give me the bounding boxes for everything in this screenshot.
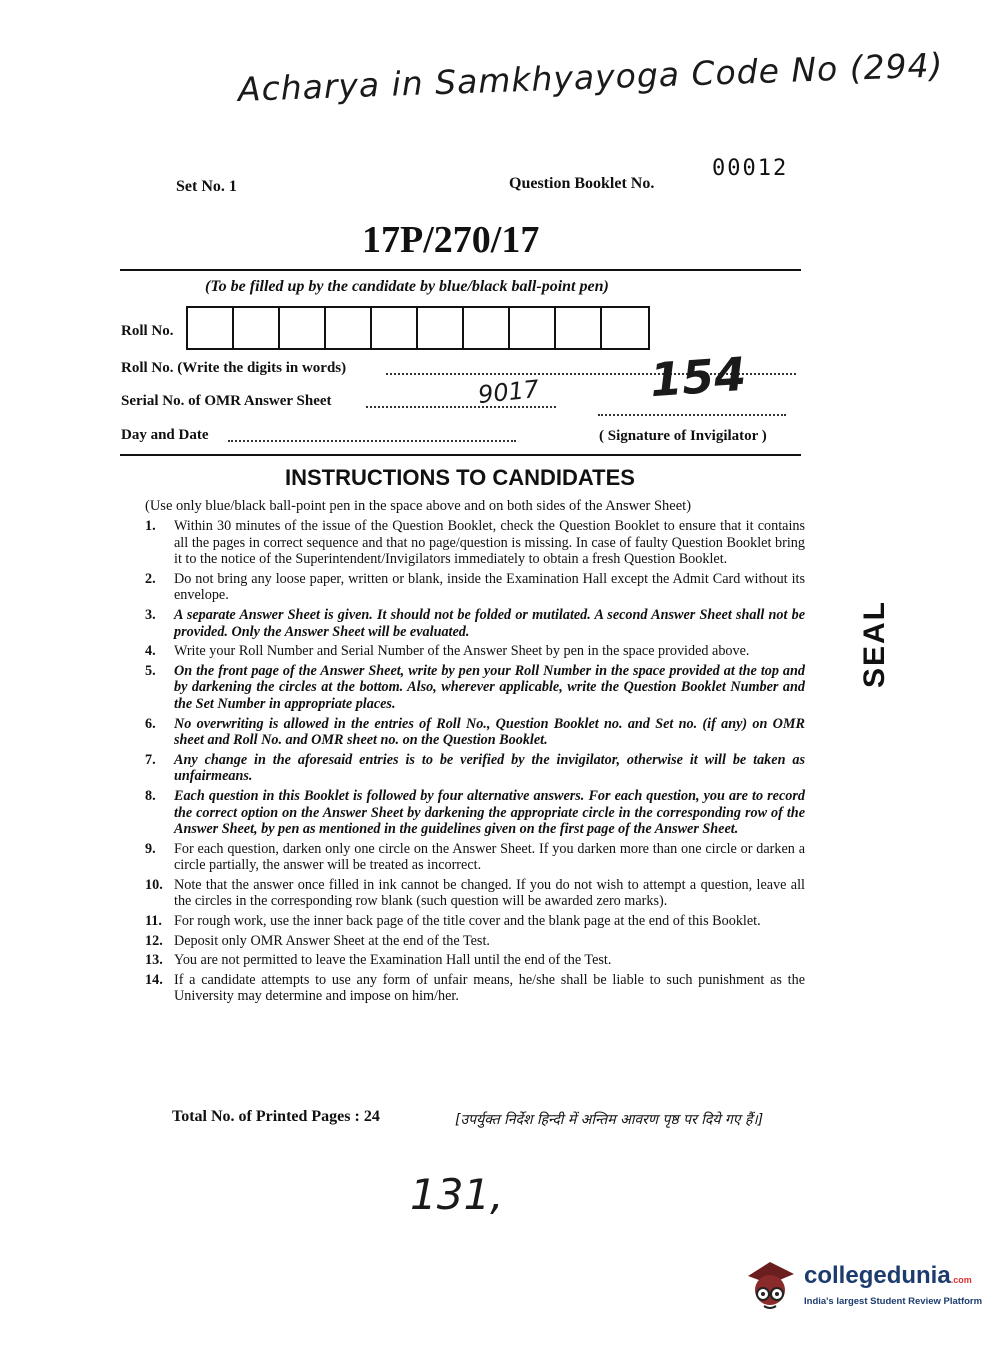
instructions-list [145, 518, 805, 1008]
roll-number-boxes[interactable] [186, 306, 650, 350]
instruction-item [145, 663, 805, 713]
hindi-note: [उपर्युक्त निर्देश हिन्दी में अन्तिम आवरण पृष्ठ पर दिये गए हैं।] [455, 1112, 764, 1128]
instruction-item [145, 716, 805, 749]
instruction-number: 5. [145, 662, 156, 679]
instruction-text: Within 30 minutes of the issue of the Question Booklet, check the Question Booklet to ensure that it contains all the pages in correct sequence and that no page/question is missing. In case of faulty Question Booklet bring it to the notice of the Superintendent/Invigilators immediately to obtain a fresh Question Booklet. [174, 518, 805, 568]
question-booklet-number: 00012 [712, 156, 789, 181]
signature-label: ( Signature of Invigilator ) [599, 428, 767, 444]
instruction-text: Deposit only OMR Answer Sheet at the end of the Test. [174, 932, 490, 949]
instructions-intro: (Use only blue/black ball-point pen in the space above and on both sides of the Answer Sheet) [145, 498, 692, 514]
roll-digit-box[interactable] [280, 308, 326, 348]
roll-digit-box[interactable] [372, 308, 418, 348]
instructions-title: INSTRUCTIONS TO CANDIDATES [285, 465, 635, 490]
top-divider [120, 269, 801, 271]
instruction-item [145, 972, 805, 1005]
omr-serial-label: Serial No. of OMR Answer Sheet [121, 393, 332, 409]
instruction-text: Each question in this Booklet is followed by four alternative answers. For each question, you are to record the correct option on the Answer Sheet by darkening the appropriate circle in the corresponding row of the Answer Sheet, by pen as mentioned in the guidelines given on the first page of the Answer Sheet. [174, 787, 805, 838]
signature-line[interactable] [598, 414, 786, 416]
logo-tagline: India's largest Student Review Platform [804, 1296, 983, 1307]
instruction-item [145, 788, 805, 838]
collegedunia-logo-text [804, 1262, 972, 1290]
omr-serial-line[interactable] [366, 406, 556, 408]
fill-instruction: (To be filled up by the candidate by blue/black ball-point pen) [205, 278, 609, 295]
handwritten-title: Acharya in Samkhyayoga Code No (294) [237, 45, 945, 109]
day-date-label: Day and Date [121, 427, 209, 443]
instruction-text: Note that the answer once filled in ink cannot be changed. If you do not wish to attempt a question, leave all the circles in the corresponding row blank (such question will be awarded zero marks). [174, 876, 805, 910]
roll-digit-box[interactable] [234, 308, 280, 348]
seal-label: SEAL [858, 599, 891, 688]
instruction-text: On the front page of the Answer Sheet, write by pen your Roll Number in the space provided at the top and by darkening the circles at the bottom. Also, wherever applicable, write the Question Booklet Number and the Set Number in appropriate places. [174, 662, 805, 712]
roll-digit-box[interactable] [464, 308, 510, 348]
instruction-text: For each question, darken only one circle on the Answer Sheet. If you darken more than one circle or darken a circle partially, the answer will be treated as incorrect. [174, 840, 805, 874]
instruction-number: 3. [145, 606, 156, 623]
question-booklet-label: Question Booklet No. [509, 175, 655, 192]
instruction-number: 6. [145, 715, 156, 732]
instruction-text: No overwriting is allowed in the entries of Roll No., Question Booklet no. and Set no. (if any) on OMR sheet and Roll No. and OMR sheet no. on the Question Booklet. [174, 715, 805, 749]
handwritten-serial: 9017 [476, 374, 541, 410]
instruction-item [145, 571, 805, 604]
instruction-text: Any change in the aforesaid entries is to be verified by the invigilator, otherwise it will be taken as unfairmeans. [174, 751, 805, 785]
instruction-number: 14. [145, 971, 163, 988]
instruction-item [145, 952, 805, 969]
instruction-number: 10. [145, 876, 163, 893]
middle-divider [120, 454, 801, 456]
paper-code: 17P/270/17 [362, 219, 540, 261]
instruction-item [145, 752, 805, 785]
invigilator-signature: 154 [648, 346, 748, 408]
set-number: Set No. 1 [176, 178, 237, 195]
instruction-item [145, 643, 805, 660]
instruction-item [145, 607, 805, 640]
roll-digit-box[interactable] [510, 308, 556, 348]
instruction-number: 7. [145, 751, 156, 768]
logo-name: collegedunia [804, 1262, 951, 1289]
instruction-text: A separate Answer Sheet is given. It should not be folded or mutilated. A second Answer Sheet shall not be provided. Only the Answer Sheet will be evaluated. [174, 606, 805, 640]
instruction-item [145, 518, 805, 568]
instruction-text: Write your Roll Number and Serial Number of the Answer Sheet by pen in the space provided above. [174, 643, 750, 660]
instruction-text: For rough work, use the inner back page of the title cover and the blank page at the end of this Booklet. [174, 913, 761, 930]
instruction-item [145, 933, 805, 950]
roll-digit-box[interactable] [188, 308, 234, 348]
instruction-number: 4. [145, 643, 156, 660]
roll-digit-box[interactable] [326, 308, 372, 348]
instruction-text: You are not permitted to leave the Examination Hall until the end of the Test. [174, 952, 612, 969]
handwritten-number: 131, [410, 1170, 504, 1219]
instruction-item [145, 841, 805, 874]
roll-no-label: Roll No. [121, 323, 174, 339]
day-date-line[interactable] [228, 440, 516, 442]
instruction-number: 2. [145, 570, 156, 587]
logo-suffix: .com [950, 1275, 972, 1285]
instruction-number: 11. [145, 913, 162, 930]
roll-digit-box[interactable] [418, 308, 464, 348]
instruction-item [145, 913, 805, 930]
instruction-item [145, 877, 805, 910]
instruction-number: 1. [145, 518, 156, 534]
roll-digit-box[interactable] [556, 308, 602, 348]
collegedunia-logo-icon [742, 1252, 798, 1312]
roll-no-words-label: Roll No. (Write the digits in words) [121, 360, 347, 376]
instruction-text: If a candidate attempts to use any form of unfair means, he/she shall be liable to such punishment as the University may determine and impose on him/her. [174, 971, 805, 1005]
instruction-number: 12. [145, 932, 163, 949]
instruction-number: 13. [145, 952, 163, 969]
total-pages: Total No. of Printed Pages : 24 [172, 1108, 380, 1125]
instruction-text: Do not bring any loose paper, written or blank, inside the Examination Hall except the Admit Card without its envelope. [174, 570, 805, 604]
roll-digit-box[interactable] [602, 308, 648, 348]
instruction-number: 9. [145, 840, 156, 857]
instruction-number: 8. [145, 787, 156, 804]
